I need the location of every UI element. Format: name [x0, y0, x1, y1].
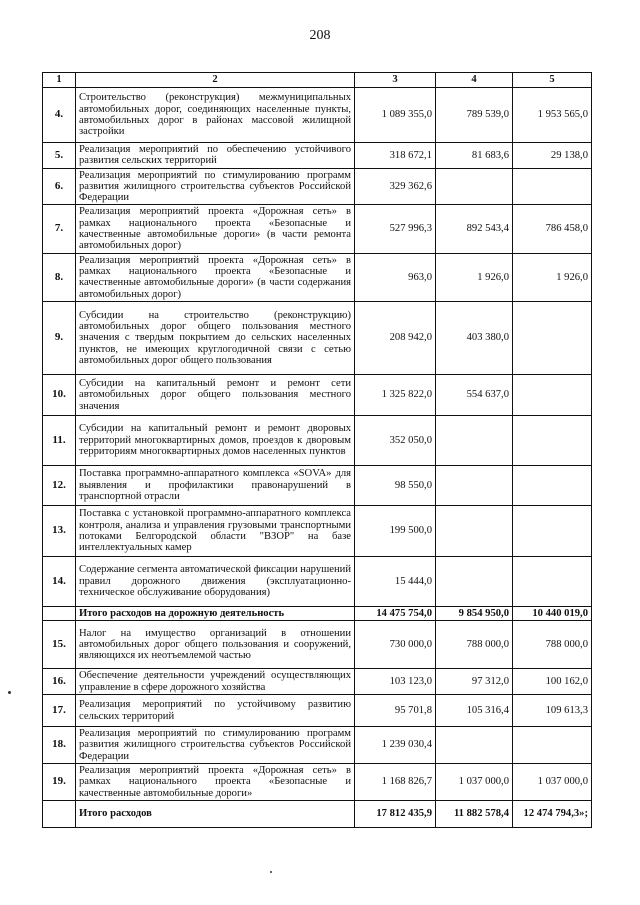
value-col4: 11 882 578,4 [436, 800, 513, 827]
value-col4 [436, 415, 513, 465]
row-number: 17. [43, 695, 76, 727]
value-col4 [436, 465, 513, 505]
value-col5: 29 138,0 [513, 143, 592, 169]
column-header: 5 [513, 73, 592, 88]
value-col4 [436, 505, 513, 556]
row-description: Реализация мероприятий по устойчивому развитию сельских территорий [76, 695, 355, 727]
value-col3: 208 942,0 [355, 301, 436, 374]
row-description: Обеспечение деятельности учреждений осуществляющих управление в сфере дорожного хозяйства [76, 669, 355, 695]
value-col3: 1 168 826,7 [355, 764, 436, 801]
table-row [43, 143, 592, 169]
value-col5: 1 953 565,0 [513, 88, 592, 143]
table-row [43, 205, 592, 253]
row-description: Субсидии на строительство (реконструкцию) автомобильных дорог общего пользования местного значения с твердым покрытием до сельских населенных пунктов, не имеющих круглогодичной связи с сетью автомобильных дорог общего пользования [76, 301, 355, 374]
row-number: 7. [43, 205, 76, 253]
budget-table [42, 72, 592, 828]
table-row [43, 621, 592, 669]
value-col3: 963,0 [355, 253, 436, 301]
row-number: 16. [43, 669, 76, 695]
row-number [43, 800, 76, 827]
row-description: Субсидии на капитальный ремонт и ремонт дворовых территорий многоквартирных домов, проездов к дворовым территориям многоквартирных домов населенных пунктов [76, 415, 355, 465]
row-number [43, 606, 76, 620]
value-col5: 1 926,0 [513, 253, 592, 301]
row-description: Реализация мероприятий по стимулированию программ развития жилищного строительства субъектов Российской Федерации [76, 727, 355, 764]
row-number: 19. [43, 764, 76, 801]
row-description: Реализация мероприятий проекта «Дорожная сеть» в рамках национального проекта «Безопасные и качественные автомобильные дороги» (в части ремонта автомобильных дорог) [76, 205, 355, 253]
value-col5: 12 474 794,3»; [513, 800, 592, 827]
row-number: 8. [43, 253, 76, 301]
table-row [43, 556, 592, 606]
value-col5 [513, 556, 592, 606]
value-col3: 329 362,6 [355, 168, 436, 205]
value-col4: 1 926,0 [436, 253, 513, 301]
row-number: 10. [43, 374, 76, 415]
value-col5 [513, 465, 592, 505]
row-number: 5. [43, 143, 76, 169]
value-col5: 109 613,3 [513, 695, 592, 727]
row-description: Поставка программно-аппаратного комплекса «SOVA» для выявления и профилактики правонарушений в транспортной отрасли [76, 465, 355, 505]
row-number: 13. [43, 505, 76, 556]
value-col4: 403 380,0 [436, 301, 513, 374]
column-header: 1 [43, 73, 76, 88]
row-description: Реализация мероприятий по обеспечению устойчивого развития сельских территорий [76, 143, 355, 169]
row-description: Реализация мероприятий проекта «Дорожная сеть» в рамках национального проекта «Безопасные и качественные автомобильные дороги» [76, 764, 355, 801]
value-col3: 1 239 030,4 [355, 727, 436, 764]
row-number: 4. [43, 88, 76, 143]
value-col3: 95 701,8 [355, 695, 436, 727]
value-col5 [513, 374, 592, 415]
row-description: Строительство (реконструкция) межмуниципальных автомобильных дорог, соединяющих населенные пункты, автомобильных дорог в районах массовой жилищной застройки [76, 88, 355, 143]
column-header: 3 [355, 73, 436, 88]
value-col4 [436, 556, 513, 606]
scan-speck [8, 691, 11, 694]
value-col3: 98 550,0 [355, 465, 436, 505]
value-col5 [513, 301, 592, 374]
value-col5: 786 458,0 [513, 205, 592, 253]
table-row [43, 253, 592, 301]
table-row [43, 415, 592, 465]
row-description: Содержание сегмента автоматической фиксации нарушений правил дорожного движения (эксплуатационно-техническое обслуживание оборудования) [76, 556, 355, 606]
table-row [43, 88, 592, 143]
row-number: 18. [43, 727, 76, 764]
column-header: 4 [436, 73, 513, 88]
table-row [43, 301, 592, 374]
row-number: 15. [43, 621, 76, 669]
row-number: 9. [43, 301, 76, 374]
page-number: 208 [309, 28, 331, 43]
value-col3: 103 123,0 [355, 669, 436, 695]
value-col3: 1 089 355,0 [355, 88, 436, 143]
scan-speck [270, 871, 272, 873]
value-col5: 10 440 019,0 [513, 606, 592, 620]
table-row [43, 465, 592, 505]
value-col3: 17 812 435,9 [355, 800, 436, 827]
row-number: 6. [43, 168, 76, 205]
value-col4: 789 539,0 [436, 88, 513, 143]
value-col4: 81 683,6 [436, 143, 513, 169]
row-description: Итого расходов на дорожную деятельность [76, 606, 355, 620]
table-row [43, 727, 592, 764]
table-header-row [43, 73, 592, 88]
table-row [43, 168, 592, 205]
table-row [43, 374, 592, 415]
table-row [43, 695, 592, 727]
value-col5: 100 162,0 [513, 669, 592, 695]
row-description: Налог на имущество организаций в отношении автомобильных дорог общего пользования и сооружений, являющихся их неотъемлемой частью [76, 621, 355, 669]
value-col5: 788 000,0 [513, 621, 592, 669]
row-description: Реализация мероприятий по стимулированию программ развития жилищного строительства субъектов Российской Федерации [76, 168, 355, 205]
table-row [43, 764, 592, 801]
table-total-row [43, 800, 592, 827]
value-col4: 892 543,4 [436, 205, 513, 253]
value-col5 [513, 168, 592, 205]
row-description: Субсидии на капитальный ремонт и ремонт сети автомобильных дорог общего пользования местного значения [76, 374, 355, 415]
value-col4: 788 000,0 [436, 621, 513, 669]
value-col3: 527 996,3 [355, 205, 436, 253]
value-col4: 97 312,0 [436, 669, 513, 695]
value-col4: 554 637,0 [436, 374, 513, 415]
table-body [43, 88, 592, 828]
value-col4: 1 037 000,0 [436, 764, 513, 801]
value-col3: 14 475 754,0 [355, 606, 436, 620]
table-row [43, 505, 592, 556]
value-col5: 1 037 000,0 [513, 764, 592, 801]
row-description: Итого расходов [76, 800, 355, 827]
value-col5 [513, 727, 592, 764]
value-col3: 1 325 822,0 [355, 374, 436, 415]
column-header: 2 [76, 73, 355, 88]
value-col4: 105 316,4 [436, 695, 513, 727]
value-col3: 15 444,0 [355, 556, 436, 606]
value-col4 [436, 168, 513, 205]
value-col3: 730 000,0 [355, 621, 436, 669]
value-col5 [513, 415, 592, 465]
row-description: Реализация мероприятий проекта «Дорожная сеть» в рамках национального проекта «Безопасные и качественные автомобильные дороги» (в части содержания автомобильных дорог) [76, 253, 355, 301]
value-col3: 352 050,0 [355, 415, 436, 465]
value-col3: 199 500,0 [355, 505, 436, 556]
value-col4: 9 854 950,0 [436, 606, 513, 620]
row-number: 14. [43, 556, 76, 606]
row-number: 12. [43, 465, 76, 505]
value-col4 [436, 727, 513, 764]
table-row [43, 669, 592, 695]
value-col3: 318 672,1 [355, 143, 436, 169]
table-total-row [43, 606, 592, 620]
row-number: 11. [43, 415, 76, 465]
row-description: Поставка с установкой программно-аппаратного комплекса контроля, анализа и управления грузовыми транспортными потоками Белгородской области "ВЗОР" на базе интеллектуальных камер [76, 505, 355, 556]
value-col5 [513, 505, 592, 556]
